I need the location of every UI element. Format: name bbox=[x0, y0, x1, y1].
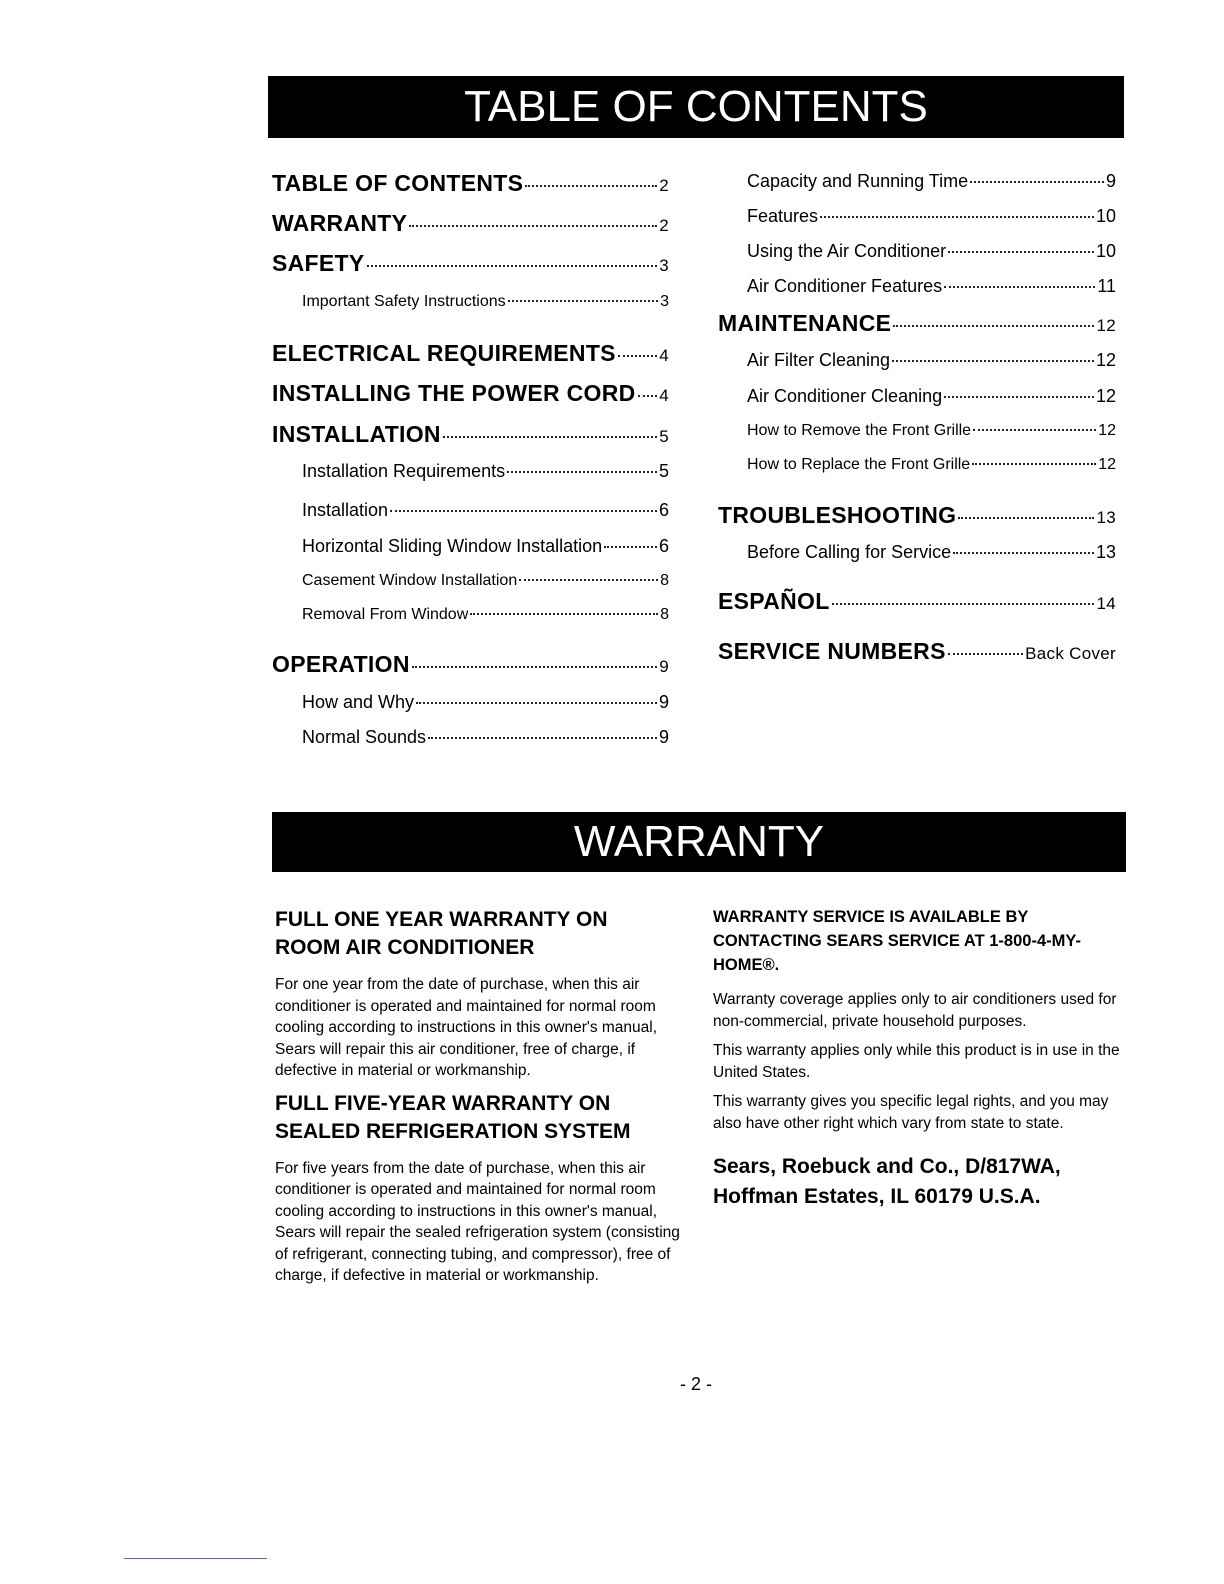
leader-dots bbox=[409, 225, 657, 227]
toc-entry-label: Air Filter Cleaning bbox=[747, 350, 891, 370]
toc-entry-page: 8 bbox=[660, 606, 669, 623]
leader-dots bbox=[638, 395, 658, 397]
toc-entry-page: 9 bbox=[658, 727, 669, 747]
toc-entry-page: 12 bbox=[1095, 386, 1116, 406]
toc-entry[interactable] bbox=[747, 276, 1116, 297]
footer-rule bbox=[124, 1558, 267, 1559]
leader-dots bbox=[390, 510, 657, 512]
toc-entry-label: Air Conditioner Cleaning bbox=[747, 386, 943, 406]
leader-dots bbox=[618, 355, 657, 357]
toc-entry-label: Important Safety Instructions bbox=[302, 293, 506, 310]
toc-entry-label: How to Remove the Front Grille bbox=[747, 422, 972, 439]
toc-entry-label: Before Calling for Service bbox=[747, 542, 952, 562]
leader-dots bbox=[428, 737, 657, 739]
toc-entry-label: TROUBLESHOOTING bbox=[718, 502, 957, 528]
leader-dots bbox=[443, 436, 657, 438]
toc-entry[interactable] bbox=[272, 380, 669, 407]
leader-dots bbox=[604, 546, 657, 548]
one-year-warranty-heading: FULL ONE YEAR WARRANTY ON ROOM AIR CONDITIONER bbox=[275, 908, 608, 959]
five-year-warranty-text: For five years from the date of purchase, when this air conditioner is operated and maintained for normal room cooling according to instructions in this owner's manual, Sears will repair the sealed refrigeration system (consisting of refrigerant, connecting tubing, and compressor), free of charge, if defective in material or workmanship. bbox=[275, 1159, 680, 1284]
toc-entry-page: 4 bbox=[659, 386, 669, 405]
leader-dots bbox=[416, 702, 657, 704]
leader-dots bbox=[948, 251, 1094, 253]
leader-dots bbox=[508, 300, 658, 302]
toc-entry-label: Normal Sounds bbox=[302, 727, 427, 747]
company-address-line-1: Sears, Roebuck and Co., D/817WA, bbox=[713, 1155, 1061, 1178]
toc-entry-page: Back Cover bbox=[1025, 644, 1116, 663]
warranty-service-heading: WARRANTY SERVICE IS AVAILABLE BY CONTACTING SEARS SERVICE AT 1-800-4-MY-HOME®. bbox=[713, 908, 1081, 974]
toc-entry-page: 3 bbox=[659, 256, 669, 275]
warranty-right-column bbox=[713, 905, 1123, 1212]
warranty-banner: WARRANTY bbox=[272, 812, 1126, 872]
toc-entry-page: 3 bbox=[660, 293, 669, 310]
toc-entry-label: Features bbox=[747, 206, 819, 226]
toc-entry[interactable] bbox=[302, 572, 669, 590]
toc-entry-page: 4 bbox=[659, 346, 669, 365]
warranty-coverage-text: Warranty coverage applies only to air conditioners used for non-commercial, private household purposes. bbox=[713, 991, 1117, 1030]
toc-entry[interactable] bbox=[272, 421, 669, 448]
leader-dots bbox=[820, 216, 1094, 218]
toc-entry-page: 10 bbox=[1095, 241, 1116, 261]
toc-entry-page: 2 bbox=[659, 216, 669, 235]
leader-dots bbox=[367, 265, 658, 267]
toc-entry-page: 6 bbox=[658, 536, 669, 556]
leader-dots bbox=[970, 181, 1104, 183]
toc-entry-label: SAFETY bbox=[272, 250, 365, 276]
toc-entry-page: 10 bbox=[1095, 206, 1116, 226]
five-year-warranty-heading: FULL FIVE-YEAR WARRANTY ON SEALED REFRIGERATION SYSTEM bbox=[275, 1091, 631, 1143]
toc-entry-page: 12 bbox=[1095, 350, 1116, 370]
toc-entry-page: 8 bbox=[660, 572, 669, 589]
leader-dots bbox=[944, 396, 1094, 398]
toc-entry-label: How to Replace the Front Grille bbox=[747, 456, 971, 473]
toc-entry[interactable] bbox=[747, 542, 1116, 563]
toc-entry[interactable] bbox=[747, 241, 1116, 262]
toc-entry-page: 2 bbox=[659, 176, 669, 195]
toc-entry-label: Installation Requirements bbox=[302, 461, 506, 481]
toc-entry-label: How and Why bbox=[302, 692, 415, 712]
toc-entry-page: 9 bbox=[1105, 171, 1116, 191]
toc-entry[interactable] bbox=[747, 386, 1116, 407]
toc-entry-page: 5 bbox=[659, 427, 669, 446]
toc-entry[interactable] bbox=[718, 588, 1116, 615]
toc-entry[interactable] bbox=[272, 340, 669, 367]
leader-dots bbox=[832, 603, 1095, 605]
toc-entry-label: INSTALLING THE POWER CORD bbox=[272, 380, 636, 406]
toc-entry-page: 9 bbox=[659, 657, 669, 676]
toc-entry-label: Casement Window Installation bbox=[302, 572, 518, 589]
leader-dots bbox=[470, 613, 658, 615]
toc-entry[interactable] bbox=[747, 171, 1116, 192]
page-number: - 2 - bbox=[679, 1374, 712, 1394]
toc-entry-label: ELECTRICAL REQUIREMENTS bbox=[272, 340, 616, 366]
toc-entry-label: Horizontal Sliding Window Installation bbox=[302, 536, 603, 556]
toc-entry-label: Installation bbox=[302, 500, 389, 520]
toc-entry-page: 11 bbox=[1097, 276, 1116, 296]
toc-entry-label: WARRANTY bbox=[272, 210, 408, 236]
leader-dots bbox=[412, 666, 658, 668]
toc-entry-label: Using the Air Conditioner bbox=[747, 241, 947, 261]
toc-entry-page: 12 bbox=[1098, 422, 1116, 439]
toc-entry[interactable] bbox=[272, 210, 669, 237]
toc-entry-page: 9 bbox=[658, 692, 669, 712]
toc-entry[interactable] bbox=[272, 170, 669, 197]
toc-entry[interactable] bbox=[302, 500, 669, 521]
toc-entry-label: Air Conditioner Features bbox=[747, 276, 943, 296]
toc-entry[interactable] bbox=[272, 651, 669, 678]
toc-entry[interactable] bbox=[718, 638, 1116, 665]
toc-entry-page: 6 bbox=[658, 500, 669, 520]
toc-entry[interactable] bbox=[718, 310, 1116, 337]
leader-dots bbox=[519, 579, 658, 581]
leader-dots bbox=[892, 360, 1094, 362]
toc-entry-label: Capacity and Running Time bbox=[747, 171, 969, 191]
toc-entry[interactable] bbox=[302, 536, 669, 557]
toc-entry-label: TABLE OF CONTENTS bbox=[272, 170, 524, 196]
toc-entry[interactable] bbox=[302, 461, 669, 482]
leader-dots bbox=[972, 463, 1096, 465]
leader-dots bbox=[893, 325, 1094, 327]
toc-entry[interactable] bbox=[718, 502, 1116, 529]
toc-entry-page: 14 bbox=[1096, 594, 1116, 613]
toc-entry[interactable] bbox=[302, 727, 669, 748]
toc-entry[interactable] bbox=[302, 606, 669, 624]
toc-entry[interactable] bbox=[272, 250, 669, 277]
warranty-us-only-text: This warranty applies only while this product is in use in the United States. bbox=[713, 1042, 1120, 1081]
toc-entry-label: Removal From Window bbox=[302, 606, 469, 623]
one-year-warranty-text: For one year from the date of purchase, when this air conditioner is operated and maintained for normal room cooling according to instructions in this owner's manual, Sears will repair this air conditioner, free of charge, if defective in material or workmanship. bbox=[275, 976, 658, 1079]
leader-dots bbox=[507, 471, 657, 473]
leader-dots bbox=[973, 429, 1096, 431]
warranty-legal-rights-text: This warranty gives you specific legal rights, and you may also have other right which vary from state to state. bbox=[713, 1093, 1109, 1132]
toc-entry[interactable] bbox=[747, 350, 1116, 371]
toc-entry-page: 13 bbox=[1095, 542, 1116, 562]
leader-dots bbox=[948, 653, 1023, 655]
toc-entry-label: SERVICE NUMBERS bbox=[718, 638, 946, 664]
toc-entry[interactable] bbox=[302, 692, 669, 713]
leader-dots bbox=[958, 517, 1094, 519]
toc-entry[interactable] bbox=[747, 422, 1116, 440]
leader-dots bbox=[944, 286, 1095, 288]
toc-entry-page: 5 bbox=[658, 461, 669, 481]
toc-entry-page: 12 bbox=[1098, 456, 1116, 473]
company-address-line-2: Hoffman Estates, IL 60179 U.S.A. bbox=[713, 1185, 1041, 1208]
toc-entry-label: OPERATION bbox=[272, 651, 410, 677]
toc-banner: TABLE OF CONTENTS bbox=[268, 76, 1124, 138]
warranty-left-column bbox=[275, 906, 687, 1287]
toc-entry-label: INSTALLATION bbox=[272, 421, 441, 447]
toc-entry-page: 13 bbox=[1096, 508, 1116, 527]
toc-entry-label: MAINTENANCE bbox=[718, 310, 892, 336]
toc-entry[interactable] bbox=[302, 293, 669, 311]
toc-entry-label: ESPAÑOL bbox=[718, 588, 830, 614]
leader-dots bbox=[953, 552, 1094, 554]
toc-entry[interactable] bbox=[747, 456, 1116, 474]
toc-entry[interactable] bbox=[747, 206, 1116, 227]
toc-entry-page: 12 bbox=[1096, 316, 1116, 335]
leader-dots bbox=[525, 185, 657, 187]
